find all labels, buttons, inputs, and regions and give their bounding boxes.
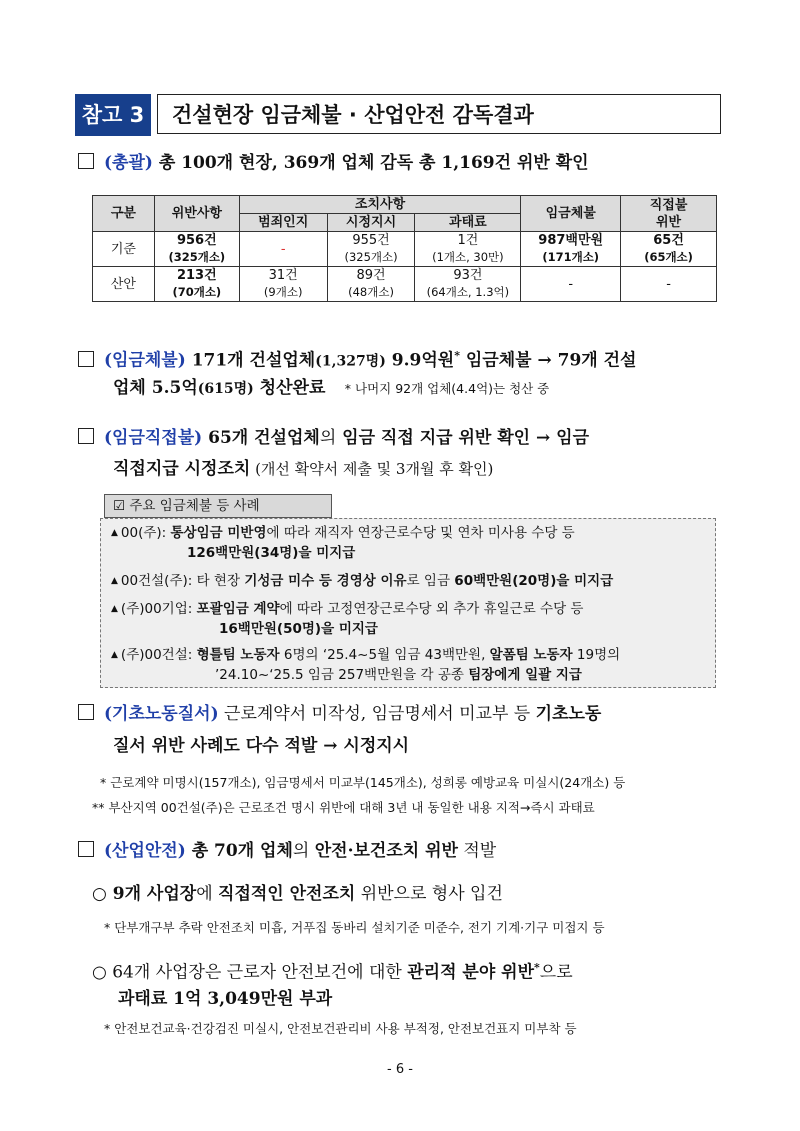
- header-violation: 위반사항: [154, 196, 239, 232]
- cases-box: ▲ 00(주): 통상임금 미반영에 따라 재직자 연장근로수당 및 연차 미사용 수당 등 126백만원(34명)을 미지급 ▲ 00건설(주): 타 현장 기성금 미수 등 경영상 이유로 임금 60백만원(20명)을 미지급 ▲ (주)00기업: 포괄임금 계약에 따라 고정연장근로수당 외 추가 휴일근로 수당 등 16백만원(50명)을 미지급 ▲ (주)00건설: 형틀팀 노동자 6명의 ‘25.4~5월 임금 43백만원, 알폼팀 노동자 19명의 ’24.10~‘25.5 임금 257백만원을 각 공종 팀장에게 일괄 지급: [100, 518, 716, 688]
- header-action: 조치사항: [239, 196, 521, 214]
- section-summary: (총괄) 총 100개 현장, 369개 업체 감독 총 1,169건 위반 확인: [78, 150, 589, 176]
- page-title: 건설현장 임금체불 · 산업안전 감독결과: [157, 94, 721, 134]
- section-wage-arrears: (임금체불) 171개 건설업체(1,327명) 9.9억원* 임금체불 → 79개 건설: [78, 343, 636, 375]
- bullet-criminal-charges: ○ 9개 사업장에 직접적인 안전조치 위반으로 형사 입건: [92, 884, 503, 904]
- header-category: 구분: [93, 196, 155, 232]
- page-number: - 6 -: [387, 1062, 413, 1077]
- checkbox-square-icon: [78, 841, 94, 857]
- header-wage: 임금체불: [521, 196, 621, 232]
- section-direct-payment: (임금직접불) 65개 건설업체의 임금 직접 지급 위반 확인 → 임금: [78, 425, 589, 451]
- case-item: ▲ 00건설(주): 타 현장 기성금 미수 등 경영상 이유로 임금 60백만원(20명)을 미지급: [111, 573, 614, 589]
- section-industrial-safety: (산업안전) 총 70개 업체의 안전·보건조치 위반 적발: [78, 838, 496, 864]
- table-row: 산안 213건 (70개소) 31건 (9개소) 89건 (48개소) 93건 (64개소, 1.3억) - -: [93, 267, 717, 302]
- bullet-fines: ○ 64개 사업장은 근로자 안전보건에 대한 관리적 분야 위반*으로: [92, 961, 573, 983]
- header-direct: 직접불 위반: [621, 196, 717, 232]
- header-fine: 과태료: [415, 214, 521, 232]
- section-wage-arrears-line2: 업체 5.5억(615명) 청산완료 * 나머지 92개 업체(4.4억)는 청산 중: [113, 378, 550, 398]
- case-item: ▲ (주)00기업: 포괄임금 계약에 따라 고정연장근로수당 외 추가 휴일근로 수당 등: [111, 601, 584, 617]
- header-correction: 시정지시: [327, 214, 415, 232]
- cases-header: ☑ 주요 임금체불 등 사례: [104, 494, 332, 518]
- case-item: ▲ 00(주): 통상임금 미반영에 따라 재직자 연장근로수당 및 연차 미사용 수당 등: [111, 525, 575, 541]
- checkbox-square-icon: [78, 428, 94, 444]
- checkbox-square-icon: [78, 704, 94, 720]
- header-criminal: 범죄인지: [239, 214, 327, 232]
- section-direct-payment-line2: 직접지급 시정조치 (개선 확약서 제출 및 3개월 후 확인): [113, 459, 494, 479]
- title-block: [75, 94, 721, 136]
- checkbox-square-icon: [78, 351, 94, 367]
- section-basic-labor-order: (기초노동질서) 근로계약서 미작성, 임금명세서 미교부 등 기초노동: [78, 701, 601, 727]
- table-row: 기준 956건 (325개소) - 955건 (325개소) 1건 (1개소, 30만) 987백만원 (171개소) 65건 (65개소): [93, 232, 717, 267]
- reference-badge: 참고 3: [75, 94, 151, 136]
- case-item: ▲ (주)00건설: 형틀팀 노동자 6명의 ‘25.4~5월 임금 43백만원, 알폼팀 노동자 19명의: [111, 647, 621, 663]
- checkbox-square-icon: [78, 153, 94, 169]
- summary-table: [92, 195, 717, 302]
